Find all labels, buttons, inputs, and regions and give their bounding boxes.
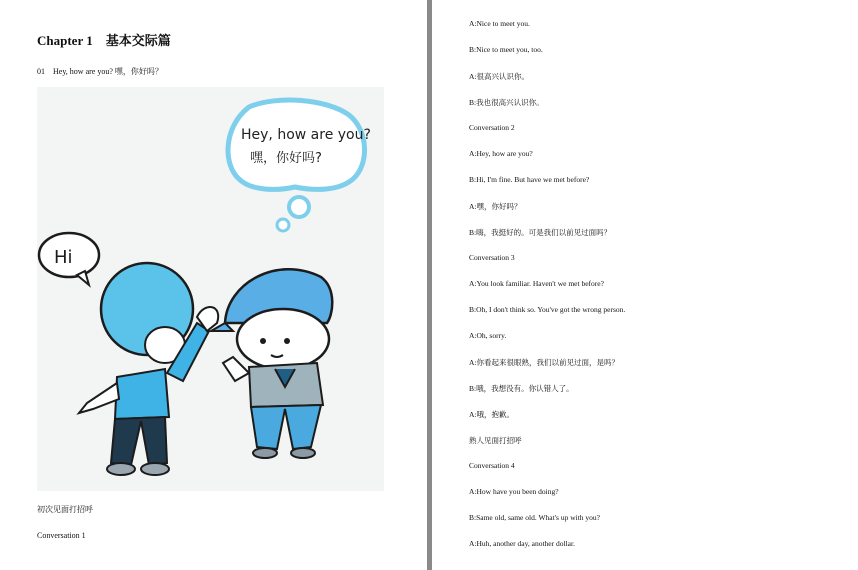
conversation-heading: Conversation 4 [469,461,515,470]
boy-waving [79,263,218,475]
section-caption: 熟人见面打招呼 [469,436,522,445]
boy-with-cap [211,269,332,458]
dialogue-line: A:How have you been doing? [469,487,559,496]
bubble-text-zh: 嘿，你好吗? [250,151,322,166]
conversation-heading: Conversation 2 [469,123,515,132]
hi-bubble [39,233,99,285]
conversation-1-heading: Conversation 1 [37,531,86,540]
dialogue-line: A:Nice to meet you. [469,19,530,28]
bubble-text-en: Hey, how are you? [241,127,371,143]
dialogue-line: B:我也很高兴认识你。 [469,98,544,107]
caption-first-meeting: 初次见面打招呼 [37,505,93,514]
dialogue-line: A:You look familiar. Haven't we met before? [469,279,604,288]
dialogue-line: A:Oh, sorry. [469,331,507,340]
dialogue-line: A:Hey, how are you? [469,149,533,158]
dialogue-line: A:哦，抱歉。 [469,410,514,419]
lesson-heading: 01 Hey, how are you? 嘿，你好吗？ [37,67,163,76]
dialogue-line: A:嘿，你好吗？ [469,202,522,211]
dialogue-line: B:哦，我想没有。你认错人了。 [469,384,574,393]
dialogue-line: B:Nice to meet you, too. [469,45,543,54]
greeting-illustration [37,87,384,491]
dialogue-line: B:Hi, I'm fine. But have we met before? [469,175,590,184]
dialogue-line: A:很高兴认识你。 [469,72,529,81]
dialogue-line: B:Same old, same old. What's up with you? [469,513,600,522]
thought-bubble [228,100,371,231]
dialogue-line: B:Oh, I don't think so. You've got the wrong person. [469,305,626,314]
dialogue-line: A:Huh, another day, another dollar. [469,539,575,548]
right-page [432,0,858,570]
left-page [0,0,427,570]
chapter-title: Chapter 1 基本交际篇 [37,33,171,48]
dialogue-line: B:嗨，我挺好的。可是我们以前见过面吗？ [469,228,612,237]
hi-bubble-text: Hi [54,247,73,268]
dialogue-line: A:你看起来很眼熟，我们以前见过面，是吗？ [469,358,619,367]
conversation-heading: Conversation 3 [469,253,515,262]
